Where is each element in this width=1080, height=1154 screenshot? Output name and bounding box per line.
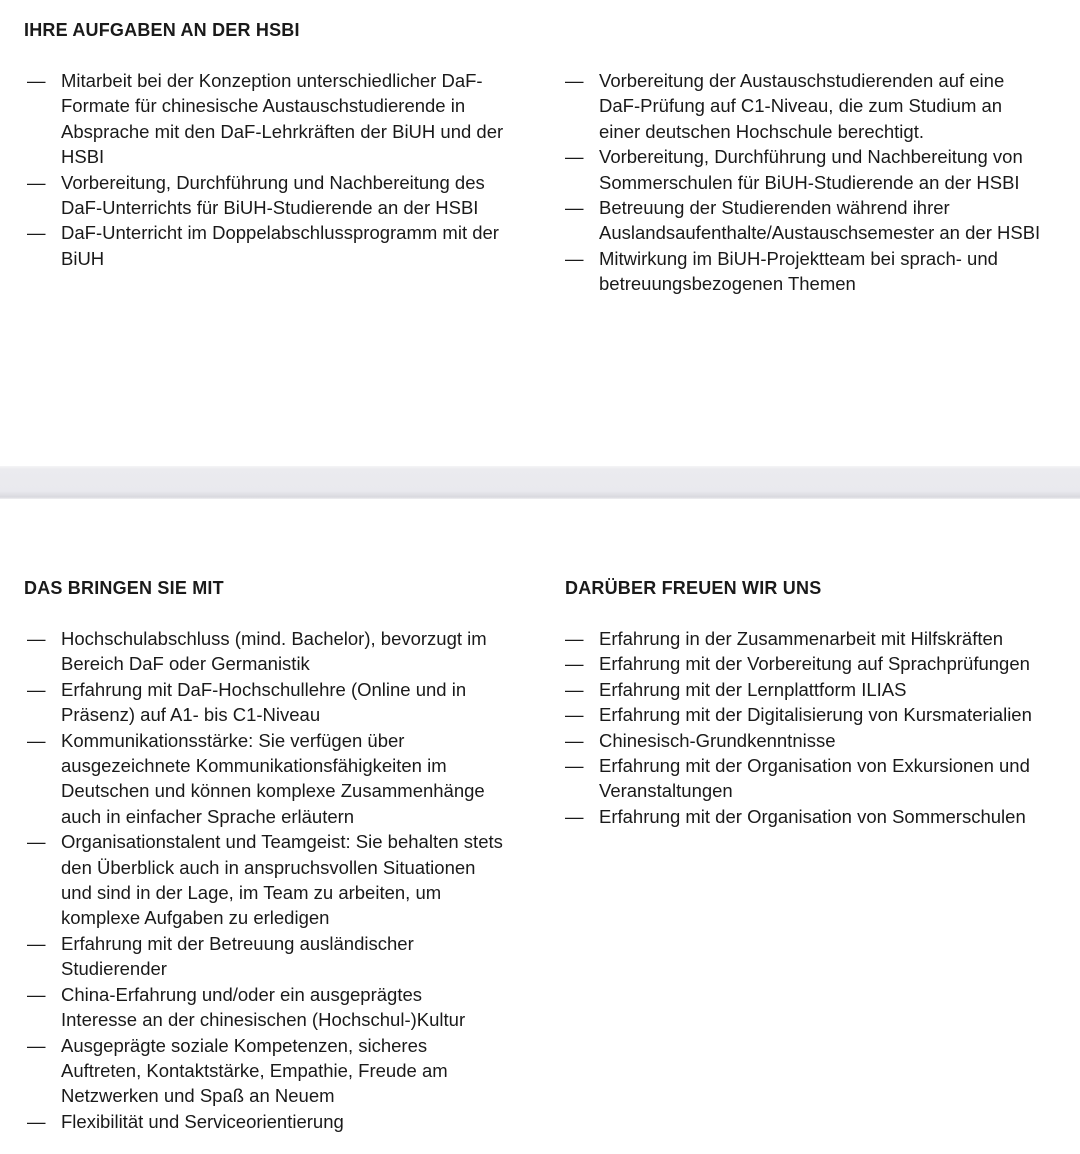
column-0 <box>24 575 503 1132</box>
list-item-text: DaF-Prüfung auf C1-Niveau, die zum Studium an <box>599 95 1003 117</box>
list-item <box>565 753 1032 804</box>
list-item-text: DaF-Unterrichts für BiUH-Studierende an der HSBI <box>61 197 479 219</box>
list-item-text: HSBI <box>61 146 105 168</box>
list-item-text: einer deutschen Hochschule berechtigt. <box>599 120 924 142</box>
list-item-text: Formate für chinesische Austauschstudierende in <box>61 95 466 117</box>
bullet-list <box>27 68 503 271</box>
list-item-text: Mitarbeit bei der Konzeption unterschiedlicher DaF- <box>61 70 483 91</box>
list-item-text: ausgezeichnete Kommunikationsfähigkeiten im <box>61 755 447 777</box>
list-item <box>565 144 1040 195</box>
dash-bullet-icon: — <box>565 704 584 726</box>
list-item-text: Betreuung der Studierenden während ihrer <box>599 197 950 219</box>
list-item <box>27 1033 503 1109</box>
list-item-text: Netzwerken und Spaß an Neuem <box>61 1085 335 1107</box>
list-item <box>27 220 503 271</box>
dash-bullet-icon: — <box>565 678 584 700</box>
list-item <box>565 728 1032 753</box>
list-item-text: Hochschulabschluss (mind. Bachelor), bevorzugt im <box>61 628 487 649</box>
list-item-text: Erfahrung in der Zusammenarbeit mit Hilfskräften <box>599 628 1004 649</box>
list-item-text: Bereich DaF oder Germanistik <box>61 653 310 675</box>
dash-bullet-icon: — <box>565 146 584 168</box>
list-item <box>565 246 1040 297</box>
dash-bullet-icon: — <box>565 247 584 269</box>
list-item-text: Vorbereitung, Durchführung und Nachbereitung von <box>599 146 1023 168</box>
list-item <box>565 677 1032 702</box>
dash-bullet-icon: — <box>565 628 584 649</box>
dash-bullet-icon: — <box>565 653 584 675</box>
dash-bullet-icon: — <box>565 197 584 219</box>
list-item-text: Mitwirkung im BiUH-Projektteam bei sprach- und <box>599 247 998 269</box>
list-item-text: komplexe Aufgaben zu erledigen <box>61 907 330 929</box>
list-item <box>565 195 1040 246</box>
list-item <box>27 728 503 830</box>
dash-bullet-icon: — <box>565 755 584 777</box>
dash-bullet-icon: — <box>27 729 46 751</box>
list-item-text: Organisationstalent und Teamgeist: Sie behalten stets <box>61 831 503 853</box>
dash-bullet-icon: — <box>27 628 46 649</box>
list-item-text: den Überblick auch in anspruchsvollen Situationen <box>61 856 476 878</box>
list-item-text: Erfahrung mit der Digitalisierung von Kursmaterialien <box>599 704 1032 726</box>
list-item-text: Auftreten, Kontaktstärke, Empathie, Freude am <box>61 1059 448 1081</box>
bullet-list <box>27 626 503 1134</box>
list-item <box>27 982 503 1033</box>
dash-bullet-icon: — <box>565 70 584 91</box>
list-item-text: Erfahrung mit der Vorbereitung auf Sprachprüfungen <box>599 653 1030 675</box>
section-heading: DAS BRINGEN SIE MIT <box>24 578 224 598</box>
list-item-text: Erfahrung mit der Organisation von Sommerschulen <box>599 805 1026 827</box>
dash-bullet-icon: — <box>27 1110 46 1132</box>
list-item <box>27 1109 503 1134</box>
list-item <box>565 68 1040 144</box>
list-item-text: Auslandsaufenthalte/Austauschsemester an der HSBI <box>599 222 1041 244</box>
list-item-text: Erfahrung mit der Lernplattform ILIAS <box>599 678 907 700</box>
list-item-text: Interesse an der chinesischen (Hochschul-)Kultur <box>61 1009 466 1031</box>
dash-bullet-icon: — <box>27 831 46 853</box>
list-item-text: Ausgeprägte soziale Kompetenzen, sicheres <box>61 1034 428 1056</box>
column-1 <box>565 575 1032 827</box>
dash-bullet-icon: — <box>27 932 46 954</box>
list-item-text: Präsenz) auf A1- bis C1-Niveau <box>61 704 321 726</box>
section-heading: IHRE AUFGABEN AN DER HSBI <box>24 20 300 40</box>
list-item-text: Vorbereitung der Austauschstudierenden auf eine <box>599 70 1005 91</box>
dash-bullet-icon: — <box>27 1034 46 1056</box>
list-item-text: Chinesisch-Grundkenntnisse <box>599 729 836 751</box>
dash-bullet-icon: — <box>27 70 46 91</box>
list-item-text: Vorbereitung, Durchführung und Nachbereitung des <box>61 171 485 193</box>
bullet-list <box>565 626 1032 829</box>
list-item-text: Studierender <box>61 958 167 980</box>
list-item-text: auch in einfacher Sprache erläutern <box>61 805 355 827</box>
list-item-text: Erfahrung mit der Betreuung ausländischer <box>61 932 414 954</box>
list-item <box>27 170 503 221</box>
dash-bullet-icon: — <box>27 983 46 1005</box>
dash-bullet-icon: — <box>27 171 46 193</box>
dash-bullet-icon: — <box>565 805 584 827</box>
list-item-text: Deutschen und können komplexe Zusammenhänge <box>61 780 485 802</box>
list-item <box>27 931 503 982</box>
list-item-text: Erfahrung mit DaF-Hochschullehre (Online und in <box>61 678 467 700</box>
list-item <box>565 804 1032 829</box>
list-item <box>27 626 503 677</box>
bullet-list <box>565 68 1040 297</box>
list-item-text: betreuungsbezogenen Themen <box>599 273 856 295</box>
column-0 <box>24 17 504 269</box>
list-item <box>565 702 1032 727</box>
list-item-text: DaF-Unterricht im Doppelabschlussprogramm mit der <box>61 222 499 244</box>
list-item <box>565 651 1032 676</box>
list-item-text: Veranstaltungen <box>599 780 733 802</box>
dash-bullet-icon: — <box>27 678 46 700</box>
dash-bullet-icon: — <box>27 222 46 244</box>
list-item <box>27 68 503 170</box>
section-divider <box>0 466 1080 499</box>
section-heading: DARÜBER FREUEN WIR UNS <box>565 578 822 598</box>
list-item <box>27 677 503 728</box>
list-item-text: Flexibilität und Serviceorientierung <box>61 1110 344 1132</box>
list-item-text: und sind in der Lage, im Team zu arbeiten, um <box>61 882 442 904</box>
list-item-text: Sommerschulen für BiUH-Studierende an der HSBI <box>599 171 1020 193</box>
list-item-text: China-Erfahrung und/oder ein ausgeprägtes <box>61 983 422 1005</box>
list-item <box>565 626 1032 651</box>
dash-bullet-icon: — <box>565 729 584 751</box>
list-item-text: Kommunikationsstärke: Sie verfügen über <box>61 729 405 751</box>
list-item-text: Erfahrung mit der Organisation von Exkursionen und <box>599 755 1030 777</box>
list-item-text: Absprache mit den DaF-Lehrkräften der BiUH und der <box>61 120 504 142</box>
list-item-text: BiUH <box>61 247 105 269</box>
list-item <box>27 829 503 931</box>
